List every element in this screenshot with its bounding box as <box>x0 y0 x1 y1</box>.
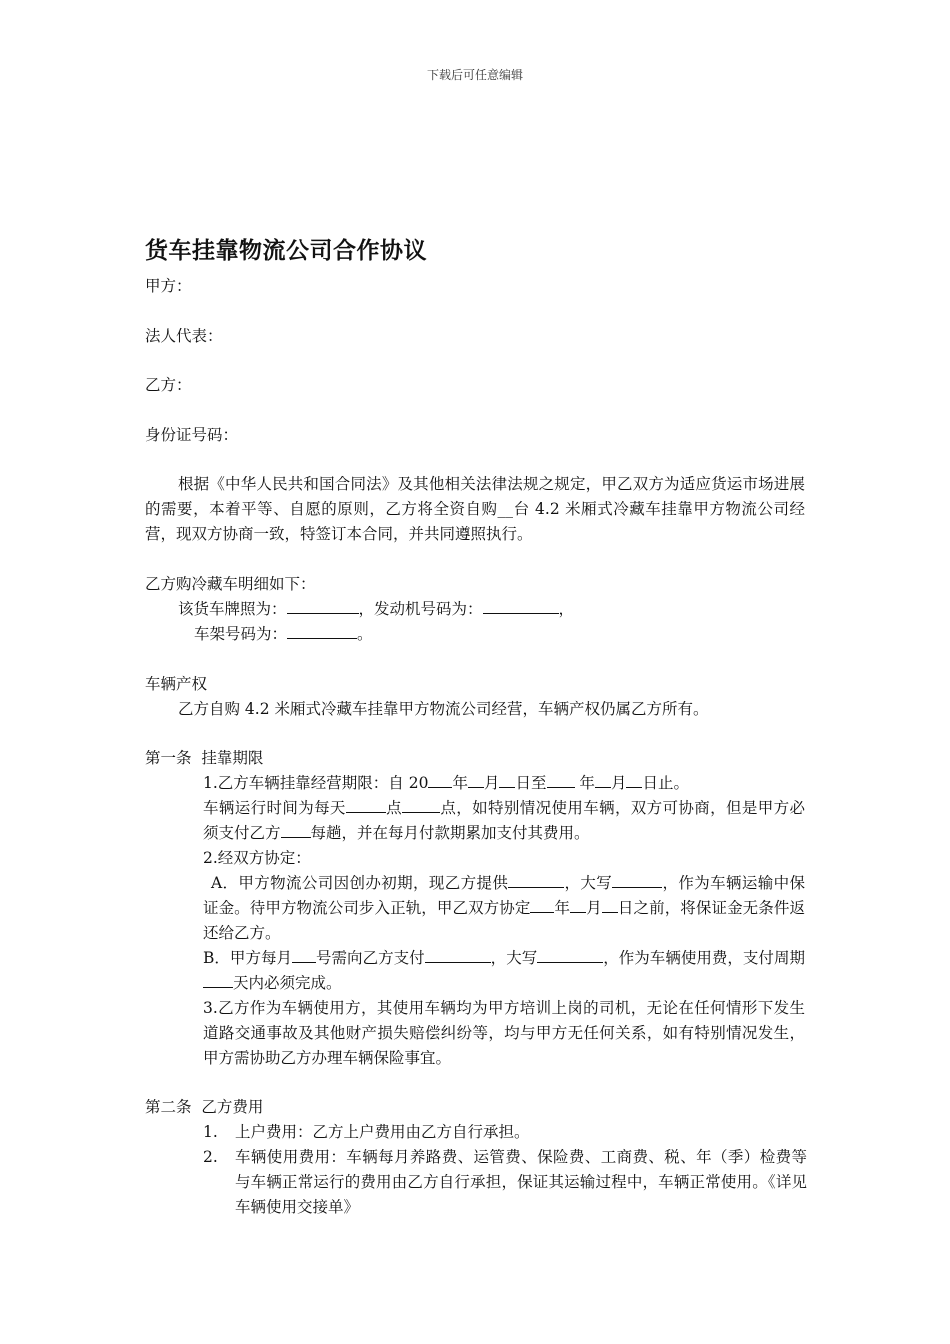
runtime-start-blank[interactable] <box>346 796 386 813</box>
engine-suffix: ， <box>558 600 575 618</box>
list-item <box>203 1145 807 1220</box>
term-day-blank[interactable] <box>499 771 515 788</box>
term-year-blank[interactable] <box>428 771 452 788</box>
article2-heading: 第二条 乙方费用 <box>145 1098 264 1116</box>
clause-b-text: 天内必须完成。 <box>233 974 342 992</box>
runtime-paragraph <box>203 796 805 846</box>
engine-blank[interactable] <box>483 597 559 614</box>
term-text: 月 <box>483 774 500 792</box>
ownership-text: 乙方自购 4.2 米厢式冷藏车挂靠甲方物流公司经营，车辆产权仍属乙方所有。 <box>178 700 709 718</box>
liability-paragraph: 3.乙方作为车辆使用方，其使用车辆均为甲方培训上岗的司机，无论在任何情形下发生道路交通事故及其他财产损失赔偿纠纷等，均与甲方无任何关系，如有特别情况发生，甲方需协助乙方办理车辆保险事宜。 <box>203 999 805 1067</box>
clause-a-text: ，大写 <box>564 874 613 892</box>
party-a-label: 甲方： <box>145 277 192 295</box>
list-item-text: 车辆使用费用：车辆每月养路费、运管费、保险费、工商费、税、年（季）检费等与车辆正常运行的费用由乙方自行承担，保证其运输过程中，车辆正常使用。《详见车辆使用交接单》 <box>235 1148 807 1216</box>
vehicle-details-heading: 乙方购冷藏车明细如下： <box>145 575 316 593</box>
term-text: 年 <box>452 774 468 792</box>
frame-label: 车架号码为： <box>194 625 288 643</box>
term-text: 月 <box>610 774 627 792</box>
clause-a-text: A．甲方物流公司因创办初期，现乙方提供 <box>211 874 509 892</box>
runtime-text: 点 <box>385 799 403 817</box>
party-b-label: 乙方： <box>145 376 192 394</box>
list-item-number: 2. <box>203 1148 218 1166</box>
term-text: 日止。 <box>642 774 689 792</box>
ownership-heading: 车辆产权 <box>145 675 208 693</box>
term-month-blank[interactable] <box>468 771 484 788</box>
clause-a-text: 日之前，将保证金无条件返还给乙方。 <box>203 899 805 942</box>
vehicle-frame-line <box>194 622 373 647</box>
clause-a-text: 年 <box>554 899 571 917</box>
clause-a-text: ，作为车辆运输中保证金。待甲方物流公司步入正轨，甲乙双方协定 <box>203 874 805 917</box>
clause-a-paragraph <box>203 871 805 946</box>
clause-b-text: ，作为车辆使用费，支付周期 <box>603 949 805 967</box>
runtime-text: 每趟，并在每月付款期累加支付其费用。 <box>310 824 590 842</box>
engine-label: ，发动机号码为： <box>358 600 483 618</box>
id-number-label: 身份证号码： <box>145 426 239 444</box>
term-line <box>203 771 689 796</box>
usage-fee-blank[interactable] <box>425 946 491 963</box>
clause-b-text: 号需向乙方支付 <box>316 949 425 967</box>
deposit-amount-blank[interactable] <box>508 871 564 888</box>
deposit-uppercase-blank[interactable] <box>612 871 662 888</box>
payday-blank[interactable] <box>292 946 316 963</box>
header-note: 下载后可任意编辑 <box>426 68 523 82</box>
clause-b-text: ，大写 <box>490 949 538 967</box>
article1-heading: 第一条 挂靠期限 <box>145 749 264 767</box>
clause-b-paragraph <box>203 946 805 996</box>
runtime-text: 点，如特别情况使用车辆，双方可协商，但是甲方必须支付乙方 <box>203 799 805 842</box>
deposit-year-blank[interactable] <box>530 896 554 913</box>
runtime-end-blank[interactable] <box>402 796 440 813</box>
deposit-day-blank[interactable] <box>602 896 618 913</box>
term-text: 日至 <box>515 774 547 792</box>
usage-fee-uppercase-blank[interactable] <box>537 946 603 963</box>
term-text: 年 <box>574 774 595 792</box>
agreement-heading: 2.经双方协定： <box>203 849 311 867</box>
list-item-text: 上户费用：乙方上户费用由乙方自行承担。 <box>235 1123 530 1141</box>
legal-rep-label: 法人代表： <box>145 327 223 345</box>
list-item <box>203 1120 807 1145</box>
vehicle-plate-line <box>178 597 574 622</box>
runtime-text: 车辆运行时间为每天 <box>203 799 346 817</box>
document-title: 货车挂靠物流公司合作协议 <box>145 238 427 264</box>
term-end-year-blank[interactable] <box>547 771 575 788</box>
term-text: 1.乙方车辆挂靠经营期限：自 20 <box>203 774 429 792</box>
preamble-paragraph: 根据《中华人民共和国合同法》及其他相关法律法规之规定，甲乙双方为适应货运市场进展的需要，本着平等、自愿的原则，乙方将全资自购__台 4.2 米厢式冷藏车挂靠甲方物流公司经营，现双方协商一致，特签订本合同，并共同遵照执行。 <box>145 475 805 543</box>
deposit-month-blank[interactable] <box>570 896 586 913</box>
plate-blank[interactable] <box>287 597 359 614</box>
payment-cycle-blank[interactable] <box>203 971 233 988</box>
clause-b-text: B．甲方每月 <box>203 949 292 967</box>
frame-suffix: 。 <box>357 625 373 643</box>
term-end-month-blank[interactable] <box>595 771 611 788</box>
plate-label: 该货车牌照为： <box>178 600 287 618</box>
runtime-fee-blank[interactable] <box>281 821 311 838</box>
list-item-number: 1. <box>203 1123 218 1141</box>
frame-blank[interactable] <box>287 622 357 639</box>
clause-a-text: 月 <box>586 899 602 917</box>
term-end-day-blank[interactable] <box>626 771 642 788</box>
